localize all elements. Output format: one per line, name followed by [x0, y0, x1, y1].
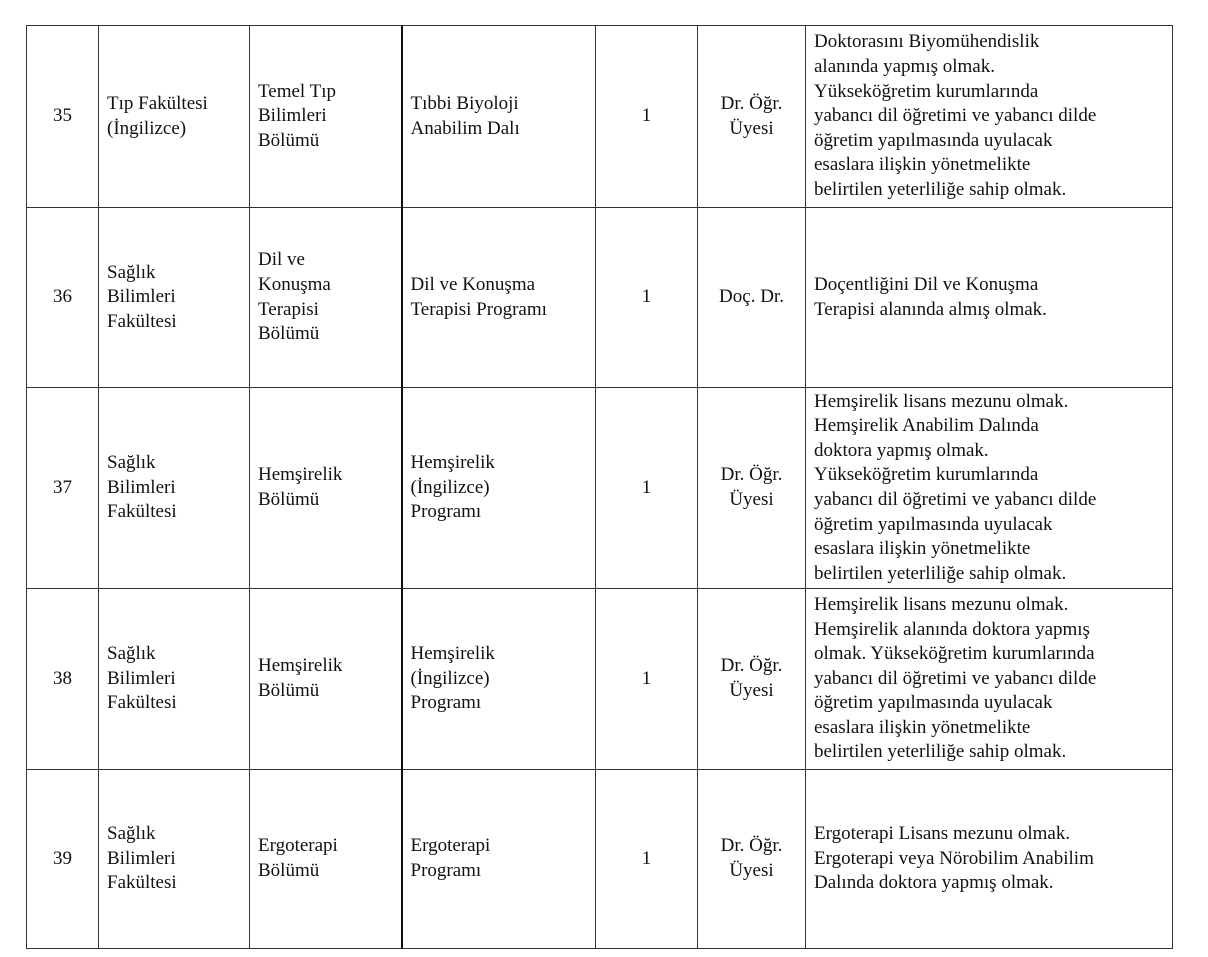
academic-title-cell [698, 589, 806, 770]
department-cell-line: Ergoterapi [258, 835, 338, 857]
academic-title-cell-line: Dr. Öğr. [720, 655, 783, 677]
requirements-cell-line: belirtilen yeterliliğe sahip olmak. [814, 741, 1067, 763]
table-body [27, 26, 1173, 949]
requirements-cell-line: Yükseköğretim kurumlarında [814, 464, 1039, 486]
program-cell-line: Terapisi Programı [410, 298, 547, 320]
requirements-cell-line: öğretim yapılmasında uyulacak [814, 692, 1053, 714]
position-count-cell: 1 [596, 208, 698, 388]
faculty-cell-line: Fakültesi [107, 692, 177, 714]
position-count-cell: 1 [596, 770, 698, 949]
department-cell [250, 770, 402, 949]
requirements-cell-line: Terapisi alanında almış olmak. [814, 298, 1047, 320]
program-cell-line: (İngilizce) [410, 476, 490, 498]
academic-title-cell [698, 26, 806, 208]
faculty-cell-line: Fakültesi [107, 310, 177, 332]
requirements-cell-line: Hemşirelik lisans mezunu olmak. [814, 390, 1069, 412]
positions-table [26, 25, 1173, 949]
faculty-cell-line: Fakültesi [107, 501, 177, 523]
department-cell-line: Dil ve [258, 249, 305, 271]
department-cell-line: Bölümü [258, 860, 320, 881]
requirements-cell-line: öğretim yapılmasında uyulacak [814, 513, 1053, 535]
program-cell-line: Ergoterapi [410, 835, 491, 857]
program-cell [402, 770, 596, 949]
table-row [27, 770, 1173, 949]
requirements-cell-line: Ergoterapi veya Nörobilim Anabilim [814, 847, 1094, 869]
faculty-cell-line: Sağlık [107, 261, 156, 283]
requirements-cell-line: alanında yapmış olmak. [814, 56, 995, 78]
requirements-cell-line: Yükseköğretim kurumlarında [814, 80, 1039, 102]
requirements-cell-line: olmak. Yükseköğretim kurumlarında [814, 643, 1095, 665]
department-cell-line: Bölümü [258, 129, 320, 151]
department-cell-line: Temel Tıp [258, 80, 336, 102]
program-cell-line: Programı [410, 692, 482, 714]
table-row [27, 26, 1173, 208]
program-cell [402, 388, 596, 589]
requirements-cell-line: öğretim yapılmasında uyulacak [814, 129, 1053, 151]
row-number-cell: 35 [27, 26, 99, 208]
academic-title-cell-line: Üyesi [729, 860, 774, 881]
department-cell-line: Konuşma [258, 273, 331, 295]
position-count-cell: 1 [596, 388, 698, 589]
requirements-cell-line: Hemşirelik Anabilim Dalında [814, 415, 1039, 437]
requirements-cell [806, 26, 1173, 208]
faculty-cell [99, 26, 250, 208]
department-cell [250, 589, 402, 770]
requirements-cell-line: esaslara ilişkin yönetmelikte [814, 716, 1031, 738]
academic-title-cell-line: Üyesi [729, 680, 774, 701]
requirements-cell-line: Hemşirelik lisans mezunu olmak. [814, 593, 1069, 615]
row-number-cell: 37 [27, 388, 99, 589]
requirements-cell-line: Doçentliğini Dil ve Konuşma [814, 273, 1039, 295]
requirements-cell [806, 388, 1173, 589]
requirements-cell-line: esaslara ilişkin yönetmelikte [814, 154, 1031, 176]
requirements-cell [806, 770, 1173, 949]
department-cell-line: Terapisi [258, 298, 319, 320]
requirements-cell-line: yabancı dil öğretimi ve yabancı dilde [814, 105, 1097, 127]
faculty-cell-line: (İngilizce) [107, 117, 187, 139]
department-cell [250, 388, 402, 589]
requirements-cell-line: belirtilen yeterliliğe sahip olmak. [814, 178, 1067, 200]
department-cell-line: Bilimleri [258, 105, 327, 127]
requirements-cell-line: yabancı dil öğretimi ve yabancı dilde [814, 489, 1097, 510]
faculty-cell-line: Sağlık [107, 643, 156, 665]
table-row [27, 589, 1173, 770]
program-cell-line: (İngilizce) [410, 667, 490, 689]
department-cell [250, 208, 402, 388]
faculty-cell-line: Bilimleri [107, 286, 176, 308]
faculty-cell-line: Bilimleri [107, 476, 176, 498]
academic-title-cell-line: Dr. Öğr. [720, 92, 783, 114]
program-cell-line: Tıbbi Biyoloji [410, 92, 519, 114]
program-cell-line: Programı [410, 860, 482, 881]
academic-title-cell-line: Dr. Öğr. [720, 464, 783, 486]
position-count-cell: 1 [596, 26, 698, 208]
academic-title-cell [698, 208, 806, 388]
faculty-cell-line: Bilimleri [107, 667, 176, 689]
department-cell [250, 26, 402, 208]
department-cell-line: Hemşirelik [258, 464, 343, 486]
program-cell [402, 589, 596, 770]
requirements-cell-line: Ergoterapi Lisans mezunu olmak. [814, 823, 1071, 845]
faculty-cell [99, 208, 250, 388]
faculty-cell-line: Bilimleri [107, 847, 176, 869]
program-cell-line: Programı [410, 501, 482, 523]
faculty-cell-line: Sağlık [107, 823, 156, 845]
requirements-cell-line: Dalında doktora yapmış olmak. [814, 872, 1054, 894]
program-cell [402, 26, 596, 208]
faculty-cell-line: Sağlık [107, 452, 156, 474]
requirements-cell-line: yabancı dil öğretimi ve yabancı dilde [814, 667, 1097, 689]
requirements-cell [806, 589, 1173, 770]
requirements-cell-line: doktora yapmış olmak. [814, 439, 989, 461]
row-number-cell: 38 [27, 589, 99, 770]
requirements-cell [806, 208, 1173, 388]
requirements-cell-line: Doktorasını Biyomühendislik [814, 31, 1040, 53]
department-cell-line: Bölümü [258, 489, 320, 510]
academic-title-cell-line: Üyesi [729, 117, 774, 139]
requirements-cell-line: esaslara ilişkin yönetmelikte [814, 538, 1031, 560]
program-cell-line: Hemşirelik [410, 452, 495, 474]
row-number-cell: 39 [27, 770, 99, 949]
academic-title-cell [698, 770, 806, 949]
faculty-cell-line: Tıp Fakültesi [107, 92, 208, 114]
program-cell [402, 208, 596, 388]
department-cell-line: Bölümü [258, 680, 320, 701]
faculty-cell-line: Fakültesi [107, 872, 177, 894]
requirements-cell-line: belirtilen yeterliliğe sahip olmak. [814, 562, 1067, 584]
table-row [27, 208, 1173, 388]
faculty-cell [99, 589, 250, 770]
academic-title-cell-line: Doç. Dr. [719, 286, 784, 308]
program-cell-line: Anabilim Dalı [410, 117, 520, 139]
program-cell-line: Hemşirelik [410, 643, 495, 665]
faculty-cell [99, 388, 250, 589]
department-cell-line: Hemşirelik [258, 655, 343, 677]
department-cell-line: Bölümü [258, 323, 320, 345]
row-number-cell: 36 [27, 208, 99, 388]
requirements-cell-line: Hemşirelik alanında doktora yapmış [814, 618, 1090, 640]
academic-title-cell-line: Dr. Öğr. [720, 835, 783, 857]
academic-title-cell-line: Üyesi [729, 489, 774, 510]
position-count-cell: 1 [596, 589, 698, 770]
faculty-cell [99, 770, 250, 949]
table-row [27, 388, 1173, 589]
program-cell-line: Dil ve Konuşma [410, 273, 536, 295]
academic-title-cell [698, 388, 806, 589]
